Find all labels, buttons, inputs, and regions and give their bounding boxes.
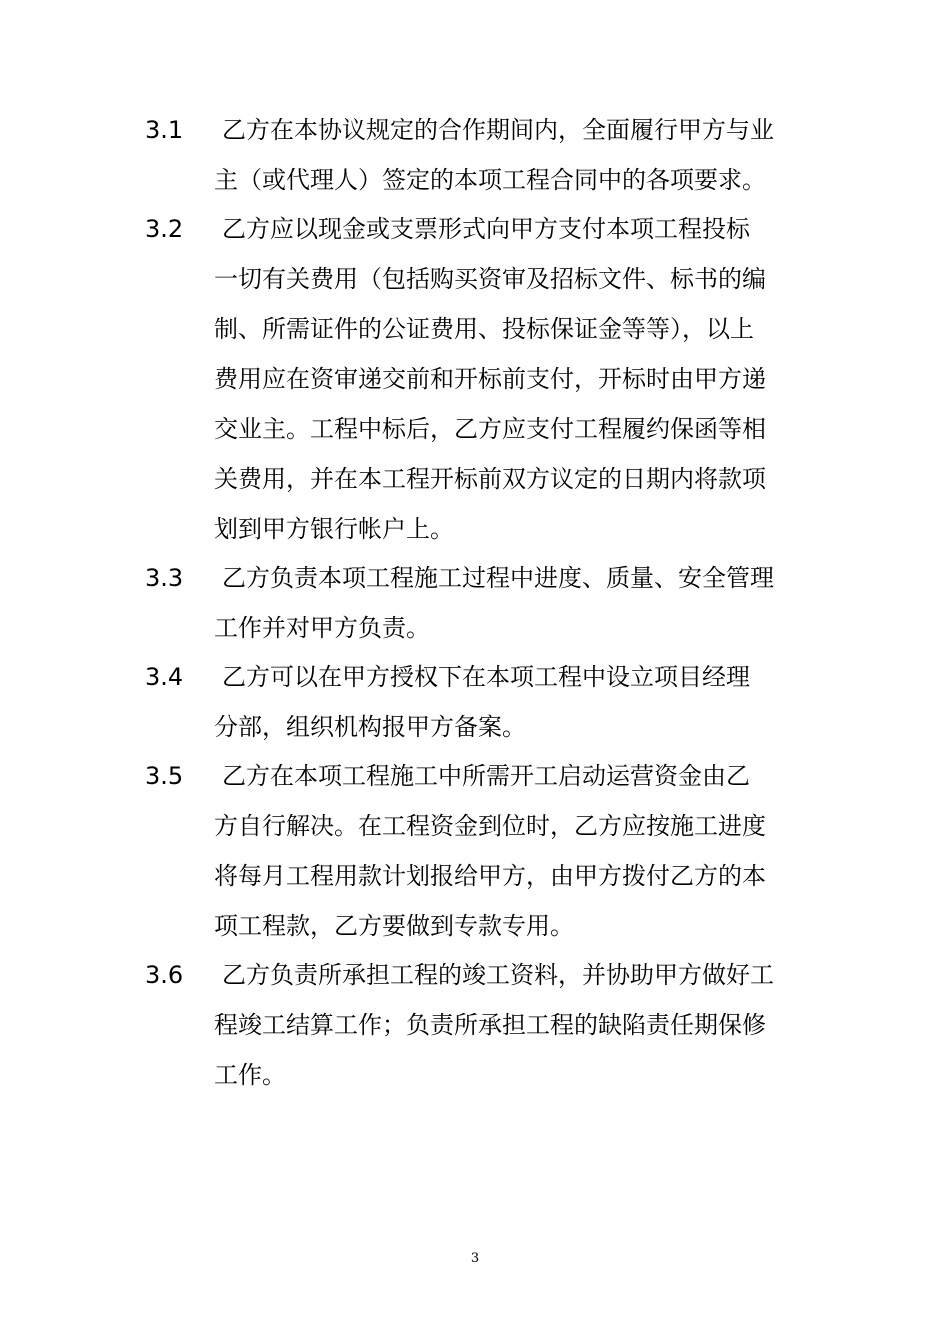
clause-line: 费用应在资审递交前和开标前支付，开标时由甲方递	[214, 365, 766, 393]
clause-text	[214, 204, 808, 554]
clause-text	[214, 751, 808, 951]
clause-line: 方自行解决。在工程资金到位时，乙方应按施工进度	[214, 812, 766, 840]
page-number: 3	[470, 1251, 480, 1266]
clause-number: 3.6	[145, 961, 184, 989]
clause-line: 关费用，并在本工程开标前双方议定的日期内将款项	[214, 465, 766, 493]
clause-number: 3.3	[145, 564, 184, 592]
clause-number: 3.1	[145, 116, 184, 144]
clause-line: 分部，组织机构报甲方备案。	[214, 713, 526, 741]
clause-line: 乙方在本项工程施工中所需开工启动运营资金由乙	[222, 762, 750, 790]
clause-line: 将每月工程用款计划报给甲方，由甲方拨付乙方的本	[214, 862, 766, 890]
clause-line: 乙方应以现金或支票形式向甲方支付本项工程投标	[222, 215, 750, 243]
clause-text	[214, 105, 808, 205]
clause-line: 程竣工结算工作；负责所承担工程的缺陷责任期保修	[214, 1011, 766, 1039]
clause-text	[214, 652, 808, 752]
clause-line: 制、所需证件的公证费用、投标保证金等等），以上	[214, 315, 754, 343]
clause-number: 3.2	[145, 215, 184, 243]
clause-number: 3.4	[145, 663, 184, 691]
clause-line: 项工程款，乙方要做到专款专用。	[214, 912, 574, 940]
clause-line: 一切有关费用（包括购买资审及招标文件、标书的编	[214, 265, 766, 293]
clause-line: 主（或代理人）签定的本项工程合同中的各项要求。	[214, 166, 766, 194]
clause-line: 工作并对甲方负责。	[214, 614, 430, 642]
clause-text	[214, 553, 808, 653]
clause-number: 3.5	[145, 762, 184, 790]
clause-line: 交业主。工程中标后，乙方应支付工程履约保函等相	[214, 415, 766, 443]
clause-line: 工作。	[214, 1061, 286, 1089]
clause-text	[214, 950, 808, 1100]
clause-line: 划到甲方银行帐户上。	[214, 515, 454, 543]
clause-line: 乙方可以在甲方授权下在本项工程中设立项目经理	[222, 663, 750, 691]
clause-line: 乙方在本协议规定的合作期间内，全面履行甲方与业	[222, 116, 774, 144]
clause-line: 乙方负责本项工程施工过程中进度、质量、安全管理	[222, 564, 774, 592]
clause-line: 乙方负责所承担工程的竣工资料，并协助甲方做好工	[222, 961, 774, 989]
